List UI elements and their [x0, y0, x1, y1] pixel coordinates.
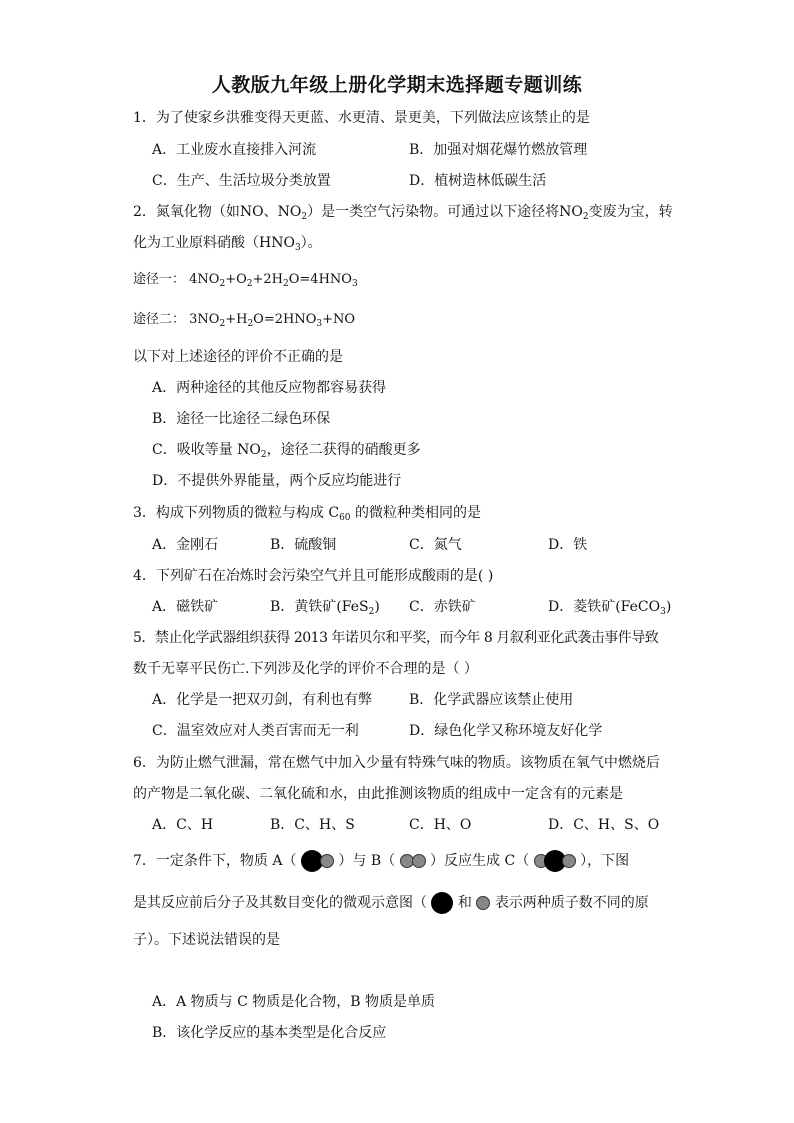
- q7-option-a: A．A 物质与 C 物质是化合物，B 物质是单质: [152, 994, 436, 1010]
- q2-option-b: B．途径一比途径二绿色环保: [152, 411, 331, 427]
- q7-option-b: B．该化学反应的基本类型是化合反应: [152, 1025, 387, 1041]
- large-atom-icon: [431, 892, 453, 914]
- q3-option-c: C．氮气: [409, 537, 462, 553]
- q3-option-a: A．金刚石: [152, 537, 219, 553]
- q4-option-b: B．黄铁矿(FeS$_2$): [270, 599, 380, 617]
- q1-option-a: A．工业废水直接排入河流: [152, 142, 317, 158]
- q5-option-d: D．绿色化学又称环境友好化学: [409, 723, 603, 739]
- q6-option-d: D．C、H、S、O: [548, 817, 660, 833]
- q6-option-c: C．H、O: [409, 817, 472, 833]
- q5-stem-line1: 5．禁止化学武器组织获得 2013 年诺贝尔和平奖，而今年 8 月叙利亚化武袭击事件导致: [133, 630, 659, 646]
- q3-option-d: D．铁: [548, 537, 588, 553]
- q3-option-b: B．硫酸铜: [270, 537, 337, 553]
- q5-option-c: C．温室效应对人类百害而无一利: [152, 723, 359, 739]
- molecule-c-icon: [534, 850, 576, 872]
- q2-route-two: 途径二： $3NO_2+H_2O=2HNO_3+NO$: [133, 312, 356, 329]
- q3-stem: 3．构成下列物质的微粒与构成 $C_{60}$ 的微粒种类相同的是: [133, 505, 481, 523]
- q6-stem-line1: 6．为防止燃气泄漏，常在燃气中加入少量有特殊气味的物质。该物质在氧气中燃烧后: [133, 755, 660, 771]
- q1-option-c: C．生产、生活垃圾分类放置: [152, 173, 331, 189]
- q1-option-d: D．植树造林低碳生活: [409, 173, 547, 189]
- molecule-b-icon: [400, 851, 426, 871]
- q2-ask: 以下对上述途径的评价不正确的是: [133, 349, 343, 365]
- q4-option-a: A．磁铁矿: [152, 599, 219, 615]
- q2-option-a: A．两种途径的其他反应物都容易获得: [152, 380, 387, 396]
- q2-option-d: D．不提供外界能量，两个反应均能进行: [152, 473, 402, 489]
- q4-option-c: C．赤铁矿: [409, 599, 476, 615]
- q2-stem-line2: 化为工业原料硝酸$(HNO_3)$。: [133, 235, 322, 253]
- q2-route-one: 途径一： $4NO_2+O_2+2H_2O=4HNO_3$: [133, 272, 358, 289]
- q1-option-b: B．加强对烟花爆竹燃放管理: [409, 142, 588, 158]
- q4-stem: 4．下列矿石在冶炼时会污染空气并且可能形成酸雨的是( ): [133, 568, 494, 584]
- q7-stem-line1: 7．一定条件下，物质 A（ ）与 B（ ）反应生成 C（ ），下图: [133, 850, 629, 872]
- q5-stem-line2: 数千无辜平民伤亡.下列涉及化学的评价不合理的是（ ）: [133, 661, 478, 677]
- q4-option-d: D．菱铁矿(FeCO$_3$): [548, 599, 672, 617]
- q6-stem-line2: 的产物是二氧化碳、二氧化硫和水，由此推测该物质的组成中一定含有的元素是: [133, 786, 623, 802]
- q1-stem: 1．为了使家乡洪雅变得天更蓝、水更清、景更美，下列做法应该禁止的是: [133, 110, 590, 126]
- q2-stem-line1: 2．氮氧化物（如NO、$NO_2$）是一类空气污染物。可通过以下途径将$NO_2$变废为宝，转: [133, 204, 673, 222]
- small-atom-icon: [476, 896, 490, 910]
- q7-stem-line2: 是其反应前后分子及其数目变化的微观示意图（ 和 表示两种质子数不同的原: [133, 892, 649, 914]
- q2-option-c: C．吸收等量 $NO_2$，途径二获得的硝酸更多: [152, 442, 421, 460]
- molecule-a-icon: [301, 850, 334, 872]
- q6-option-a: A．C、H: [152, 817, 214, 833]
- q5-option-b: B．化学武器应该禁止使用: [409, 692, 574, 708]
- page-title: 人教版九年级上册化学期末选择题专题训练: [211, 74, 583, 96]
- q7-stem-line3: 子）。下述说法错误的是: [133, 932, 280, 948]
- q6-option-b: B．C、H、S: [270, 817, 355, 833]
- q5-option-a: A．化学是一把双刃剑，有利也有弊: [152, 692, 373, 708]
